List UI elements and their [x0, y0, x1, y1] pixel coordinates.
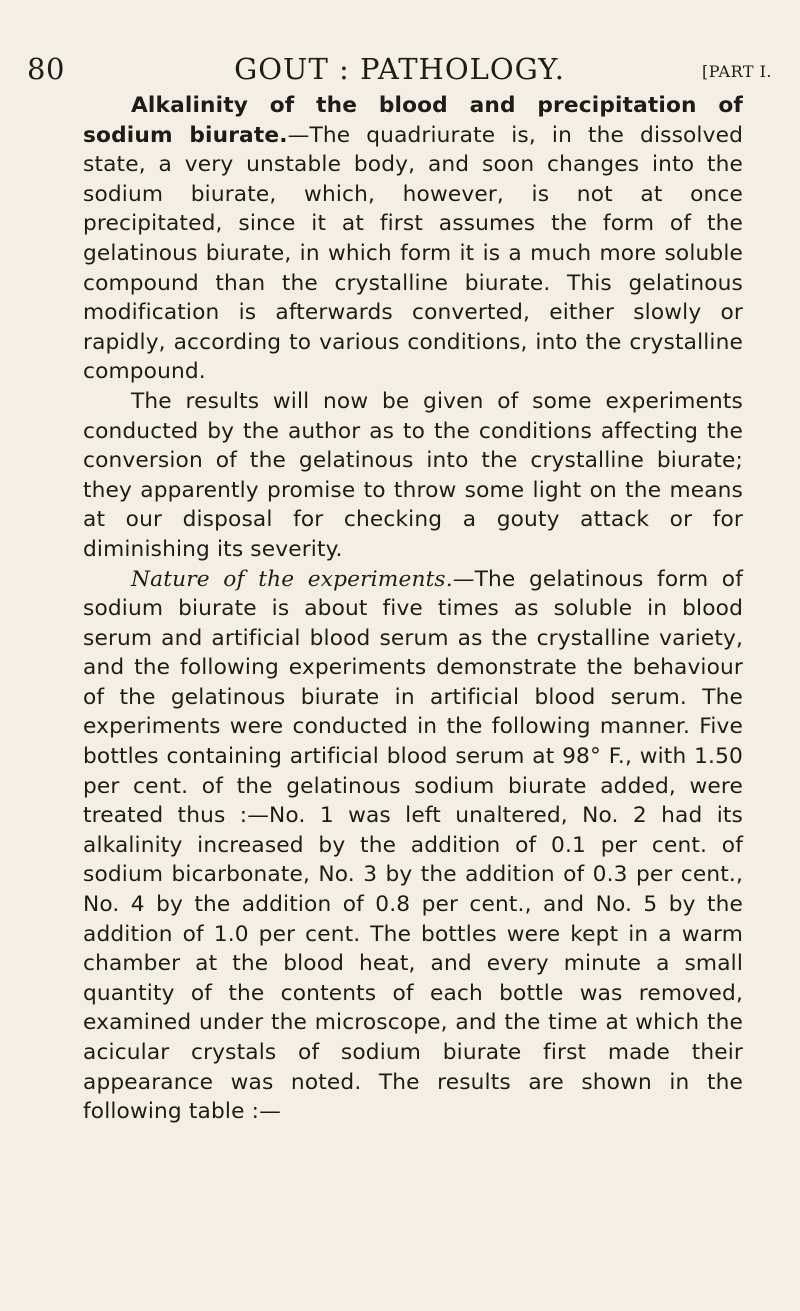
paragraph-text: —The gelatinous form of sodium biurate is about five times as soluble in blood serum and artificial blood serum as the crystalline variety, and the following experiments demonstrate the behaviour of the gelatinous biurate in artificial blood serum. The experiments were conducted in the following manner. Five bottles containing artificial blood serum at 98° F., with 1.50 per cent. of the gelatinous sodium biurate added, were treated thus :—No. 1 was left unaltered, No. 2 had its alkalinity increased by the addition of 0.1 per cent. of sodium bicarbonate, No. 3 by the addition of 0.3 per cent., No. 4 by the addition of 0.8 per cent., and No. 5 by the addition of 1.0 per cent. The bottles were kept in a warm chamber at the blood heat, and every minute a small quantity of the contents of each bottle was removed, examined under the microscope, and the time at which the acicular crystals of sodium biurate first made their appearance was noted. The results are shown in the following table :—: [83, 566, 743, 1125]
page-header: [27, 52, 772, 86]
paragraph-experiments: [83, 565, 743, 1127]
part-label: [PART I.: [701, 62, 772, 81]
page-number: 80: [27, 52, 65, 86]
paragraph-text: —The quadriurate is, in the dissolved state, a very unstable body, and soon changes into the sodium biurate, which, however, is not at once precipitated, since it at first assumes the form of the gelatinous biurate, in which form it is a much more soluble compound than the crystalline biurate. This gelatinous modification is afterwards converted, either slowly or rapidly, according to various conditions, into the crystalline compound.: [83, 122, 744, 385]
paragraph-text: The results will now be given of some experiments conducted by the author as to the conditions affecting the conversion of the gelatinous into the crystalline biurate; they apparently promise to throw some light on the means at our disposal for checking a gouty attack or for diminishing its severity.: [83, 388, 743, 562]
running-title: GOUT : PATHOLOGY.: [234, 52, 565, 86]
section-heading-alkalinity: Alkalinity of the blood and precipitation of sodium biurate.: [83, 93, 743, 148]
paragraph-results: [83, 387, 743, 565]
body-text: [83, 91, 743, 1127]
section-heading-experiments: Nature of the experiments.: [131, 566, 453, 592]
paragraph-alkalinity: [83, 91, 743, 387]
